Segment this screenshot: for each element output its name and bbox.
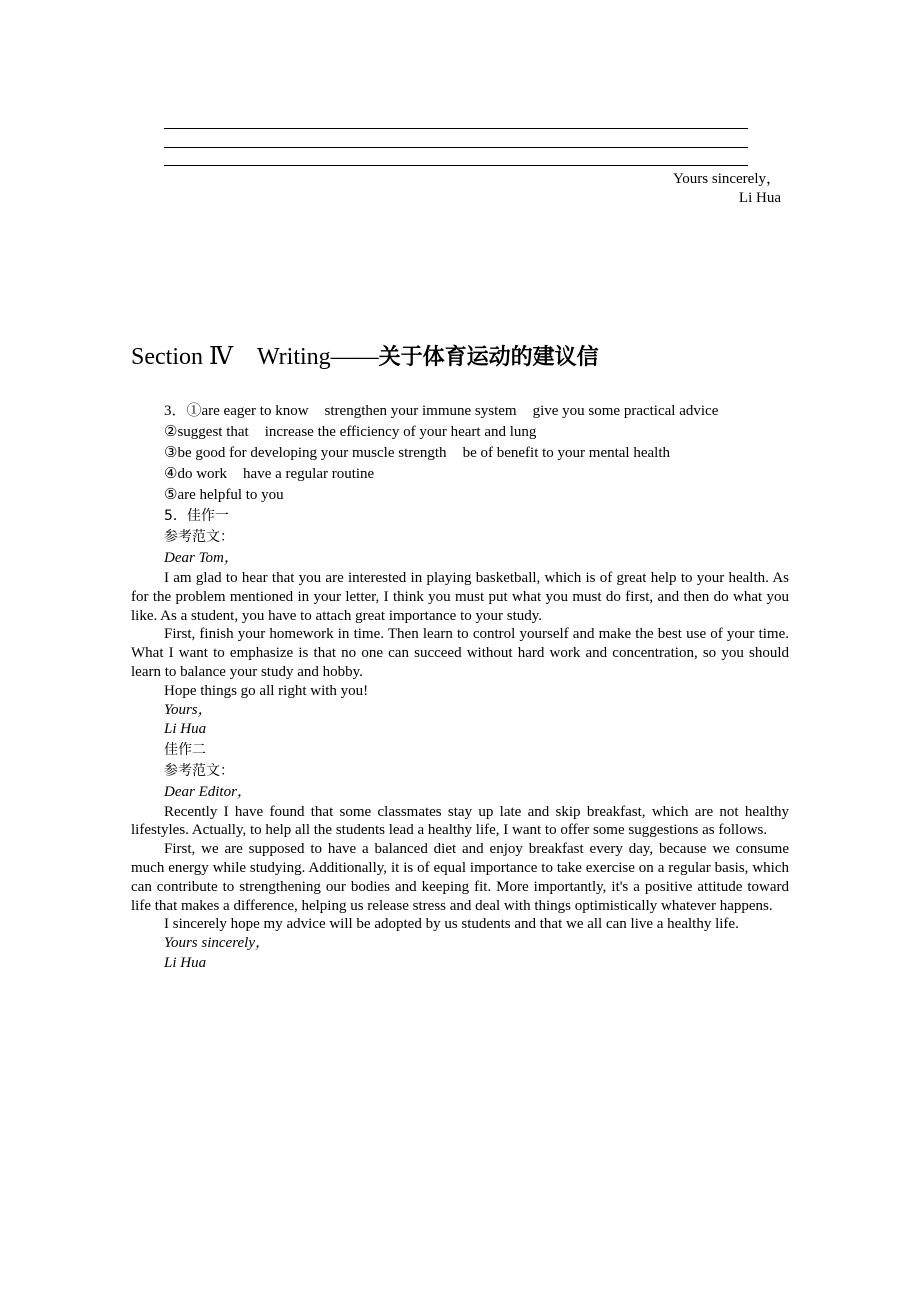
section-title — [131, 342, 599, 373]
essay1-paragraph-1: I am glad to hear that you are interested in playing basketball, which is of great help to your health. As for the problem mentioned in your letter, I think you must put what you must do first, and then do what you like. As a student, you have to attach great importance to your study. — [131, 570, 789, 624]
essay1-closing: Yours， — [164, 701, 213, 718]
answer-line-3 — [164, 165, 748, 166]
essay1-paragraph-2: First, finish your homework in time. Then learn to control yourself and make the best use of your time. What I want to emphasize is that no one can succeed without hard work and concentration, so you should learn to balance your study and hobby. — [131, 626, 789, 680]
answer-q3-line4: ④do work have a regular routine — [164, 466, 375, 482]
top-letter-closing: Yours sincerely， — [672, 171, 781, 187]
essay2-greeting: Dear Editor， — [164, 783, 252, 800]
essay2-paragraph-3: I sincerely hope my advice will be adopted by us students and that we all can live a healthy life. — [164, 916, 739, 933]
essay2-paragraph-2: First, we are supposed to have a balanced diet and enjoy breakfast every day, because we consume much energy while studying. Additionally, it is of equal importance to take exercise on a regular basis, which can contribute to strengthening our bodies and keeping fit. More importantly, it's a positive attitude toward life that makes a difference, helping us release stress and deal with things optimistically whatever happens. — [131, 841, 789, 914]
section-title-en: Writing—— — [256, 344, 379, 370]
answer-line-1 — [164, 128, 748, 129]
essay2-label: 参考范文： — [164, 762, 234, 779]
answer-q3-line3: ③be good for developing your muscle strength be of benefit to your mental health — [164, 445, 670, 461]
answer-content — [131, 401, 789, 973]
essay2-signature: Li Hua — [164, 954, 207, 971]
essay1-label: 参考范文： — [164, 529, 234, 545]
answer-q5-heading: 5．佳作一 — [164, 508, 229, 524]
answer-q3-line1: 3．①are eager to know strengthen your immune system give you some practical advice — [164, 403, 719, 419]
essay1-paragraph-3: Hope things go all right with you! — [164, 682, 369, 699]
section-label: Section Ⅳ — [131, 344, 233, 370]
essay2-closing: Yours sincerely， — [164, 935, 270, 952]
essay1-greeting: Dear Tom， — [164, 550, 239, 566]
essay2-heading: 佳作二 — [164, 741, 206, 758]
top-letter-signature: Li Hua — [738, 190, 781, 206]
answer-line-2 — [164, 147, 748, 148]
essay2-paragraph-1: Recently I have found that some classmates stay up late and skip breakfast, which are not healthy lifestyles. Actually, to help all the students lead a healthy life, I want to offer some suggestions as follows. — [131, 803, 789, 839]
answer-q3-line5: ⑤are helpful to you — [164, 487, 284, 503]
answer-q3-line2: ②suggest that increase the efficiency of your heart and lung — [164, 424, 537, 440]
essay1-signature: Li Hua — [164, 721, 207, 738]
section-title-cn: 关于体育运动的建议信 — [378, 345, 599, 370]
